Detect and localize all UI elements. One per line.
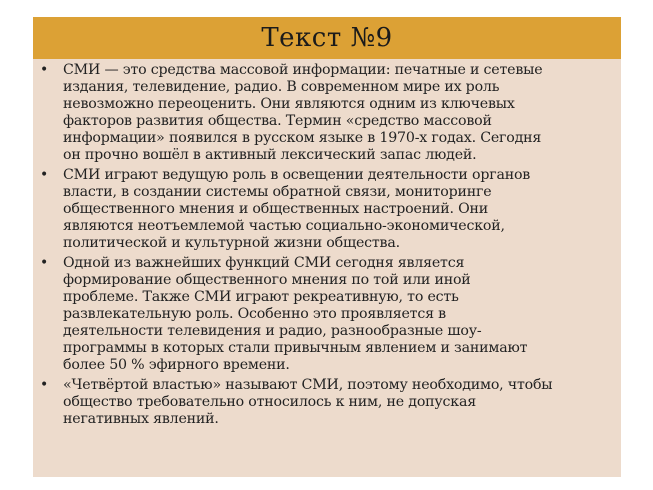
slide-title: Текст №9 <box>261 23 393 53</box>
bullet-item <box>33 62 643 164</box>
bullet-marker: • <box>40 167 49 183</box>
bullet-text: СМИ играют ведущую роль в освещении деятельности органов власти, в создании системы обратной связи, мониторинге общественного мнения и общественных настроений. Они являются неотъемлемой частью социально-экономической, политической и культурной жизни общества. <box>63 167 531 251</box>
bullet-text: СМИ — это средства массовой информации: печатные и сетевые издания, телевидение, радио. В современном мире их роль невозможно переоценить. Они являются одним из ключевых факторов развития общества. Термин «средство массовой информации» появился в русском языке в 1970-х годах. Сегодня он прочно вошёл в активный лексический запас людей. <box>63 62 543 163</box>
bullet-marker: • <box>40 62 49 78</box>
bullet-list <box>33 62 643 431</box>
bullet-text: «Четвёртой властью» называют СМИ, поэтому необходимо, чтобы общество требовательно относилось к ним, не допуская негативных явлений. <box>63 377 553 427</box>
bullet-item <box>33 377 643 428</box>
bullet-item <box>33 255 643 374</box>
title-bar <box>33 17 621 59</box>
bullet-marker: • <box>40 255 49 271</box>
bullet-text: Одной из важнейших функций СМИ сегодня является формирование общественного мнения по той или иной проблеме. Также СМИ играют рекреативную, то есть развлекательную роль. Особенно это проявляется в деятельности телевидения и радио, разнообразные шоу- программы в которых стали привычным явлением и занимают более 50 % эфирного времени. <box>63 255 528 373</box>
bullet-item <box>33 167 643 252</box>
bullet-marker: • <box>40 377 49 393</box>
